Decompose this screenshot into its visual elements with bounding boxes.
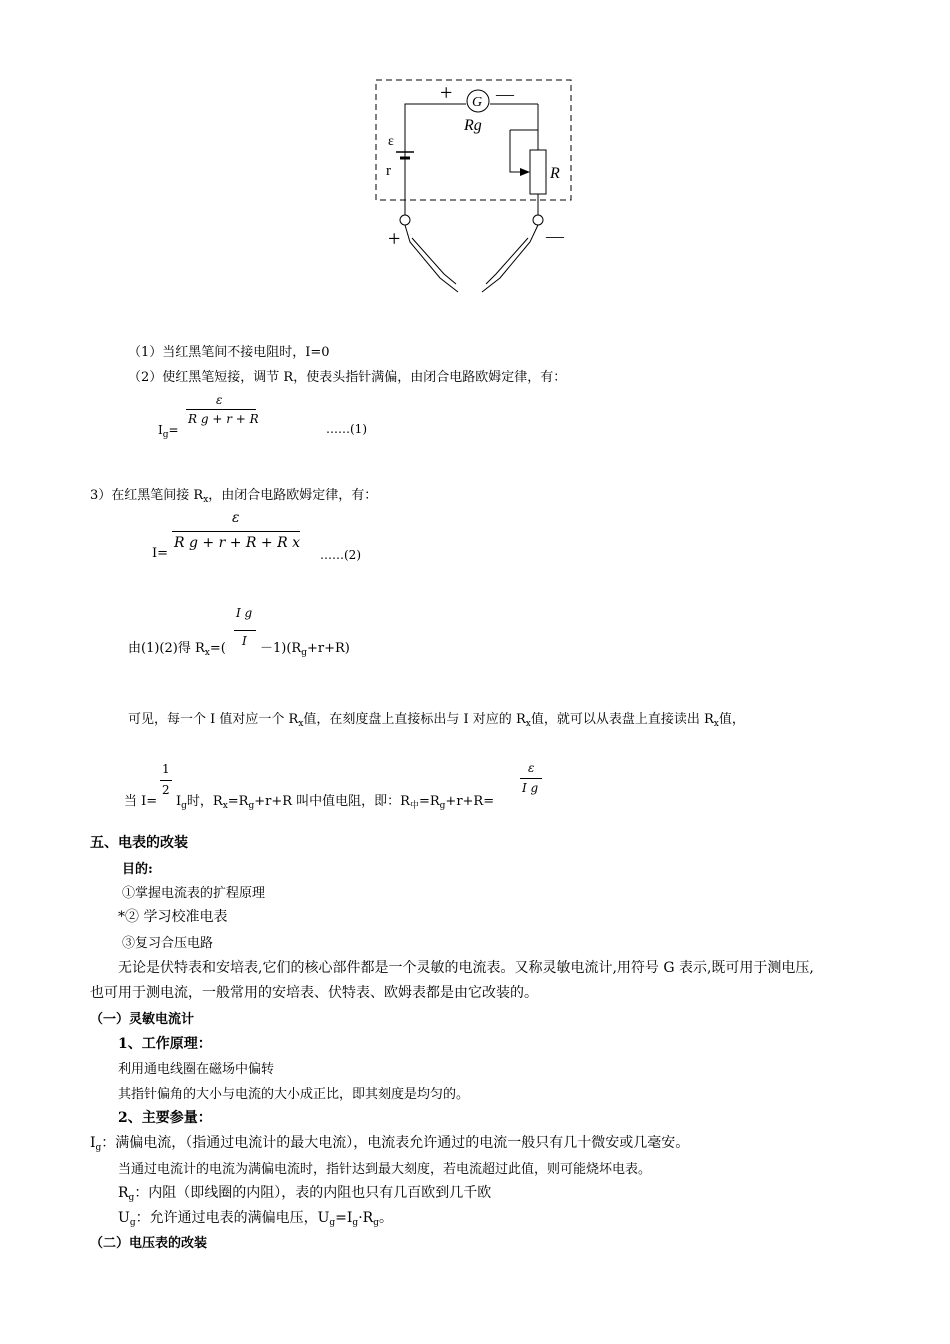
eq1-numerator: ε [216, 393, 223, 407]
eq1-lhs: $I_g=$ [158, 423, 179, 440]
wire-top [405, 104, 466, 165]
galvanometer-label: G [472, 95, 483, 110]
step-2: （2）使红黑笔短接，调节 R，使表头指针满偏，由闭合电路欧姆定律，有： [128, 370, 567, 385]
step-3: 3）在红黑笔间接 $R_x$，由闭合电路欧姆定律，有： [90, 488, 378, 505]
intro-line-2: 也可用于测电流，一般常用的安培表、伏特表、欧姆表都是由它改装的。 [90, 985, 538, 1001]
internal-resistance-label: r [386, 163, 391, 179]
mid-frac-numerator: 1 [162, 762, 170, 776]
mid-eq-fraction-bar [520, 778, 542, 779]
eq2-denominator: R g + r + R + R x [174, 535, 300, 551]
test-lead-left-edge [412, 238, 456, 284]
mid-eq-numerator: ε [528, 761, 535, 775]
purpose-item-3: ③复习合压电路 [122, 936, 214, 951]
eq3-text: 由(1)(2)得 $R_x=$( [128, 641, 226, 658]
subsection-galvanometer: （一）灵敏电流计 [90, 1012, 195, 1027]
principle-line-1: 利用通电线圈在磁场中偏转 [118, 1062, 275, 1077]
scale-paragraph: 可见，每一个 I 值对应一个 $R_x$值，在刻度盘上直接标出与 I 对应的 $R_x$值，就可以从表盘上直接读出 $R_x$值， [128, 712, 745, 729]
terminal-right [533, 215, 543, 225]
test-lead-right-edge [486, 238, 528, 284]
mid-prefix: 当 I= [124, 794, 158, 809]
eq3-numerator: I g [236, 606, 253, 620]
emf-label: ε [388, 134, 394, 149]
ohmmeter-circuit-diagram [360, 70, 590, 300]
rg-label: Rg [464, 117, 482, 134]
subsection-voltmeter: （二）电压表的改装 [90, 1236, 208, 1251]
minus-bottom-label: — [546, 226, 564, 246]
mid-eq-denominator: I g [522, 781, 539, 795]
rheostat-body [530, 150, 546, 194]
eq2-tag: ……(2) [320, 548, 361, 562]
eq1-denominator: R g + r + R [188, 412, 259, 426]
rheostat-label: R [550, 165, 560, 182]
heading-working-principle: 1、工作原理： [118, 1036, 212, 1052]
step-1: （1）当红黑笔间不接电阻时，I=0 [128, 345, 330, 360]
minus-top-label: — [496, 84, 514, 104]
rheostat-arrow [520, 168, 530, 176]
plus-bottom-label: + [388, 226, 401, 251]
mid-frac-bar [160, 780, 172, 781]
intro-line-1: 无论是伏特表和安培表,它们的核心部件都是一个灵敏的电流表。又称灵敏电流计,用符号 G 表示,既可用于测电压, [118, 960, 814, 976]
heading-main-parameters: 2、主要参量： [118, 1110, 212, 1126]
eq3-tail: $-1)(R_g+r+R)$ [260, 641, 350, 658]
eq1-fraction-bar [186, 409, 256, 410]
purpose-label: 目的: [122, 862, 153, 877]
principle-line-2: 其指针偏角的大小与电流的大小成正比，即其刻度是均匀的。 [118, 1087, 470, 1102]
eq3-fraction-bar [234, 630, 256, 631]
eq2-numerator: ε [232, 510, 240, 526]
param-ug: $U_g$：允许通过电表的满偏电压，$U_g=I_g\cdot R_g$。 [118, 1210, 393, 1228]
eq1-tag: ……(1) [326, 422, 367, 436]
mid-value-text: $I_g$时，$R_x=R_g+r+R$ 叫中值电阻，即：$R_中=R_g+r+R=$ [176, 794, 495, 811]
purpose-item-1: ①掌握电流表的扩程原理 [122, 886, 266, 901]
purpose-item-2: *② 学习校准电表 [118, 909, 228, 925]
mid-frac-denominator: 2 [162, 783, 170, 797]
param-ig: $I_g$：满偏电流，（指通过电流计的最大电流），电流表允许通过的电流一般只有几十微安或几毫安。 [90, 1135, 690, 1153]
param-rg: $R_g$：内阻（即线圈的内阻），表的内阻也只有几百欧到几千欧 [118, 1185, 492, 1203]
plus-top-label: + [440, 80, 453, 105]
terminal-left [400, 215, 410, 225]
eq2-lhs: I= [152, 546, 169, 561]
eq2-fraction-bar [172, 531, 300, 532]
rheostat-slider-wire [510, 130, 520, 172]
test-lead-left [405, 225, 458, 292]
section-5-title: 五、电表的改装 [90, 835, 188, 851]
eq3-denominator: I [242, 634, 247, 648]
param-ig-note: 当通过电流计的电流为满偏电流时，指针达到最大刻度，若电流超过此值，则可能烧坏电表。 [118, 1162, 652, 1177]
